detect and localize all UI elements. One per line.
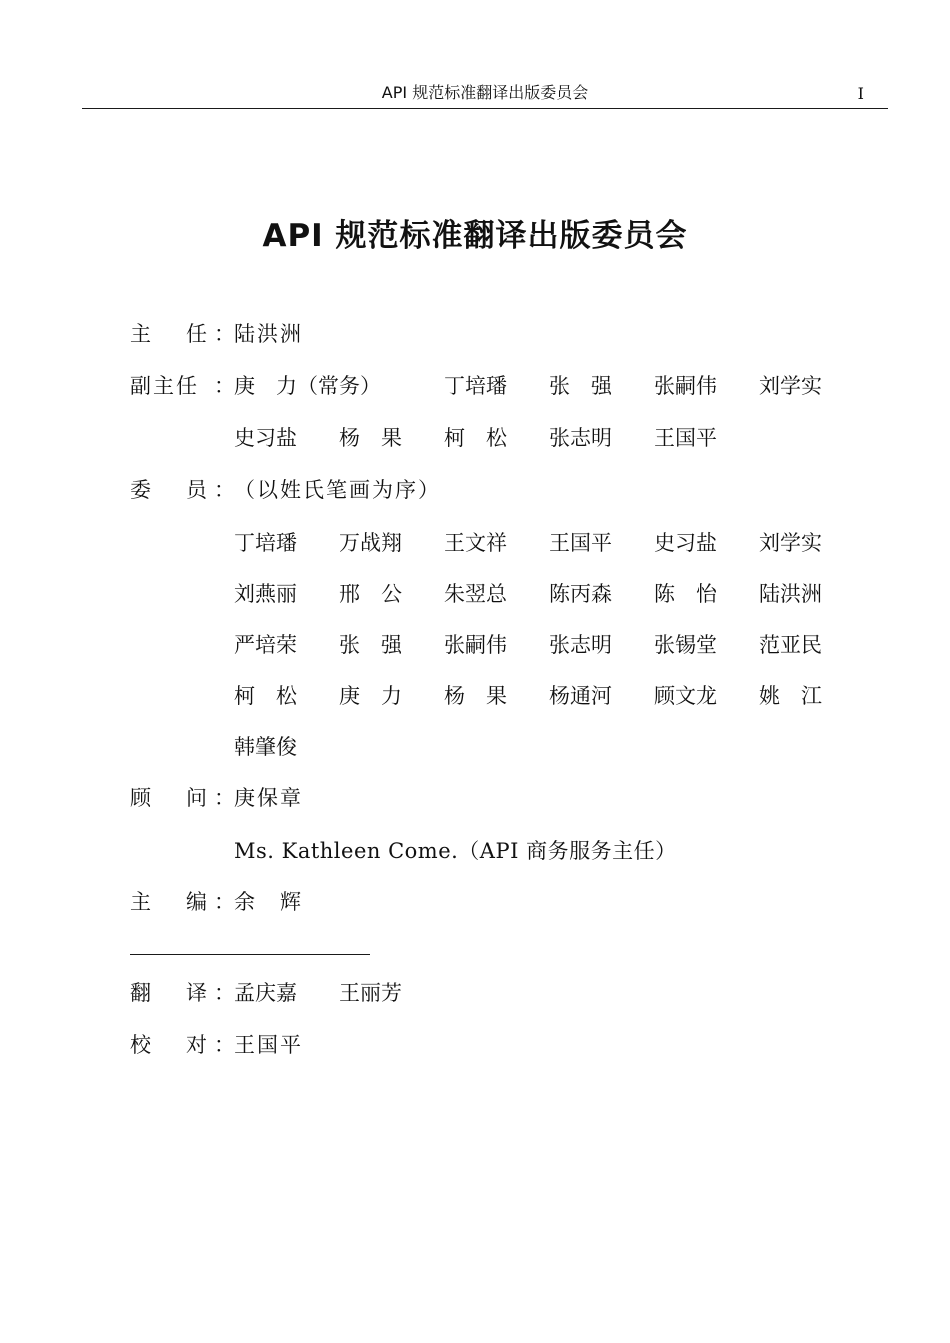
member-name: 史习盐 xyxy=(654,531,717,555)
members-label-char2: 员 xyxy=(186,478,207,502)
member-name: 顾文龙 xyxy=(654,684,717,708)
member-name: 韩肇俊 xyxy=(234,735,297,759)
member-name: 杨通河 xyxy=(549,684,612,708)
page-title: API 规范标准翻译出版委员会 xyxy=(262,218,688,254)
member-name: 万战翔 xyxy=(339,531,402,555)
deputy-director-name: 张嗣伟 xyxy=(654,374,717,398)
chief-editor-name: 余 辉 xyxy=(234,890,303,914)
members-order-note: （以姓氏笔画为序） xyxy=(234,478,441,502)
member-name: 邢 公 xyxy=(339,582,402,606)
member-name: 姚 江 xyxy=(759,684,822,708)
proofreader-label-char2: 对 xyxy=(186,1033,207,1057)
member-name: 王文祥 xyxy=(444,531,507,555)
advisor-name: 庚保章 xyxy=(234,786,303,810)
member-name: 严培荣 xyxy=(234,633,297,657)
member-name: 庚 力 xyxy=(339,684,402,708)
deputy-director-name: 史习盐 xyxy=(234,426,297,450)
deputy-director-name: 柯 松 xyxy=(444,426,507,450)
member-name: 张 强 xyxy=(339,633,402,657)
running-header-title: API 规范标准翻译出版委员会 xyxy=(381,83,589,102)
deputy-directors-label-text: 副主任 xyxy=(130,374,199,398)
member-name: 柯 松 xyxy=(234,684,297,708)
member-name: 张志明 xyxy=(549,633,612,657)
advisor-label-char2: 问 xyxy=(186,786,207,810)
advisor-second: Ms. Kathleen Come.（API 商务服务主任） xyxy=(234,839,677,863)
proofreader-label-colon: ： xyxy=(214,1033,235,1057)
translator-name: 王丽芳 xyxy=(339,981,402,1005)
deputy-director-name: 张志明 xyxy=(549,426,612,450)
member-name: 刘燕丽 xyxy=(234,582,297,606)
running-header xyxy=(82,76,888,109)
member-name: 陆洪洲 xyxy=(759,582,822,606)
deputy-director-name: 王国平 xyxy=(654,426,717,450)
member-name: 杨 果 xyxy=(444,684,507,708)
member-name: 张锡堂 xyxy=(654,633,717,657)
deputy-director-name: 杨 果 xyxy=(339,426,402,450)
deputy-director-first: 庚 力（常务） xyxy=(234,374,381,398)
deputy-director-name: 刘学实 xyxy=(759,374,822,398)
members-label-char1: 委 xyxy=(130,478,151,502)
chief-editor-label-char1: 主 xyxy=(130,890,151,914)
member-name: 陈 怡 xyxy=(654,582,717,606)
translators-label-char1: 翻 xyxy=(130,981,151,1005)
director-label-colon: ： xyxy=(214,322,235,346)
member-name: 朱翌总 xyxy=(444,582,507,606)
member-name: 张嗣伟 xyxy=(444,633,507,657)
member-name: 丁培璠 xyxy=(234,531,297,555)
proofreader-label-char1: 校 xyxy=(130,1033,151,1057)
director-label-char1: 主 xyxy=(130,322,151,346)
section-divider xyxy=(130,954,370,955)
director-label-char2: 任 xyxy=(186,322,207,346)
advisor-label-char1: 顾 xyxy=(130,786,151,810)
members-label-colon: ： xyxy=(214,478,235,502)
page-number: I xyxy=(857,84,864,103)
member-name: 陈丙森 xyxy=(549,582,612,606)
translator-name: 孟庆嘉 xyxy=(234,981,297,1005)
advisor-label-colon: ： xyxy=(214,786,235,810)
deputy-director-name: 丁培璠 xyxy=(444,374,507,398)
member-name: 王国平 xyxy=(549,531,612,555)
member-name: 范亚民 xyxy=(759,633,822,657)
deputy-directors-label-colon: ： xyxy=(214,374,235,398)
chief-editor-label-colon: ： xyxy=(214,890,235,914)
director-name: 陆洪洲 xyxy=(234,322,303,346)
member-name: 刘学实 xyxy=(759,531,822,555)
deputy-director-name: 张 强 xyxy=(549,374,612,398)
translators-label-char2: 译 xyxy=(186,981,207,1005)
proofreader-name: 王国平 xyxy=(234,1033,303,1057)
translators-label-colon: ： xyxy=(214,981,235,1005)
chief-editor-label-char2: 编 xyxy=(186,890,207,914)
